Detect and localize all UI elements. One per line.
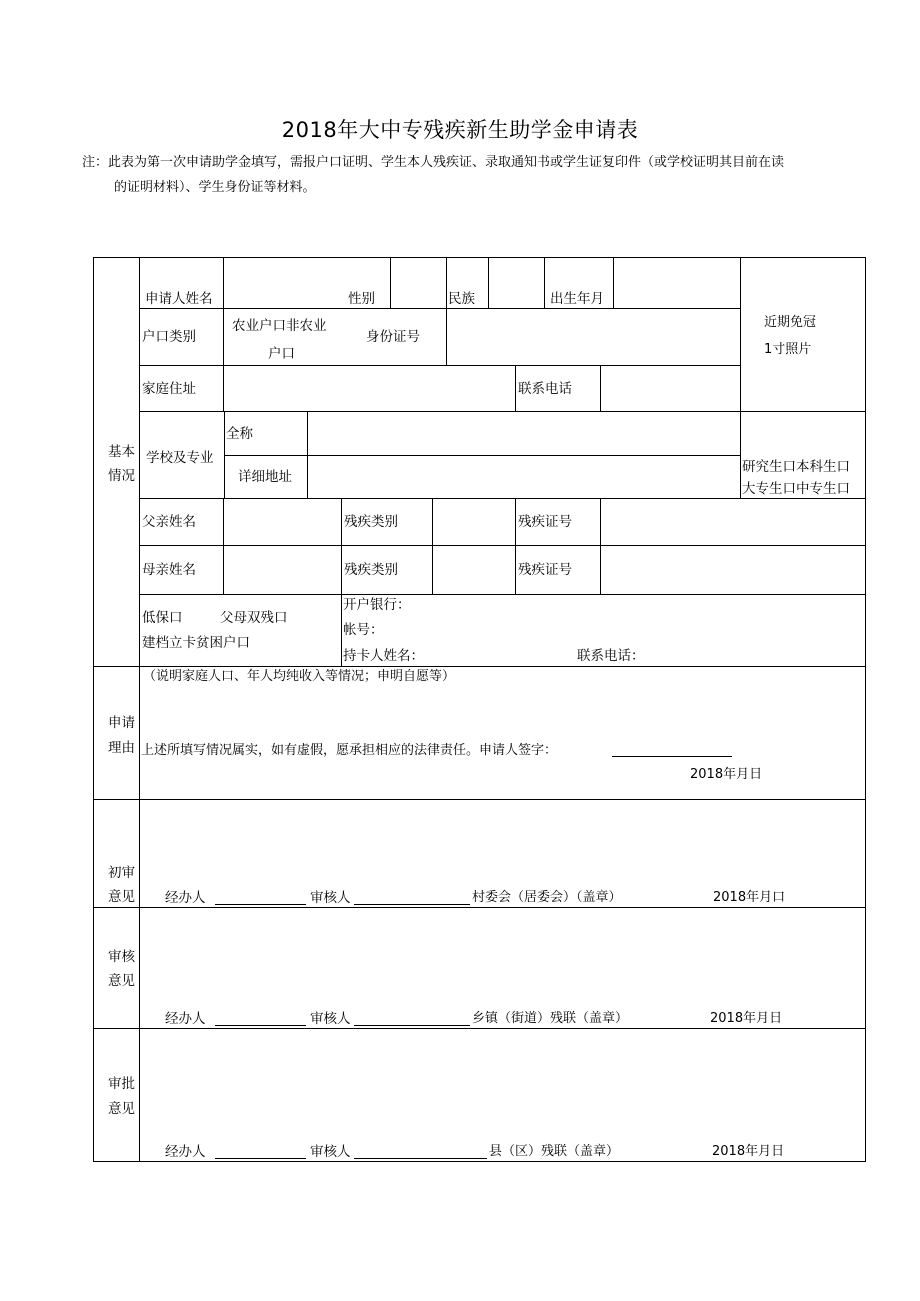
section-reason-label-1: 申请: [108, 715, 135, 731]
review1-date: 2018年月口: [713, 890, 786, 905]
note-line-2: 的证明材料）、学生身份证等材料。: [114, 180, 316, 195]
applicant-name-label: 申请人姓名: [145, 291, 213, 307]
hukou-type-label: 户口类别: [142, 329, 196, 345]
section-basic-label-1: 基本: [108, 444, 135, 460]
phone-label: 联系电话: [518, 381, 572, 397]
account-label: 帐号：: [343, 622, 384, 638]
hukou-option-2: 户口: [268, 346, 295, 362]
mother-name-label: 母亲姓名: [142, 562, 196, 578]
review1-reviewer-label: 审核人: [310, 890, 351, 906]
status-option-dibao: 低保口: [142, 610, 183, 626]
holder-phone-label: 联系电话：: [577, 648, 645, 664]
birth-label: 出生年月: [550, 291, 604, 307]
section-review1-label-1: 初审: [108, 865, 135, 881]
photo-label-2: 1寸照片: [764, 342, 812, 357]
hukou-option-1: 农业户口非农业: [232, 318, 327, 334]
review1-org-stamp: 村委会（居委会）（盖章）: [472, 890, 622, 905]
bank-label: 开户银行：: [343, 597, 411, 613]
review2-org-stamp: 乡镇（街道）残联（盖章）: [472, 1011, 629, 1026]
id-number-label: 身份证号: [366, 329, 420, 345]
holder-name-label: 持卡人姓名：: [343, 648, 424, 664]
review3-org-stamp: 县（区）残联（盖章）: [489, 1144, 620, 1159]
gender-label: 性别: [348, 291, 375, 307]
degree-option-2: 大专生口中专生口: [742, 481, 850, 497]
ethnicity-label: 民族: [448, 291, 475, 307]
father-disability-type-label: 残疾类别: [344, 514, 398, 530]
reason-declaration: 上述所填写情况属实，如有虚假，愿承担相应的法律责任。申请人签字：: [141, 743, 558, 758]
mother-disability-type-label: 残疾类别: [344, 562, 398, 578]
review1-handler-label: 经办人: [165, 890, 206, 906]
status-option-parents-disabled: 父母双残口: [220, 610, 288, 626]
photo-label-1: 近期免冠: [764, 315, 817, 330]
review3-reviewer-label: 审核人: [310, 1144, 351, 1160]
review3-handler-label: 经办人: [165, 1144, 206, 1160]
school-major-label: 学校及专业: [146, 450, 214, 466]
status-option-poverty: 建档立卡贫困户口: [142, 635, 250, 651]
mother-disability-cert-label: 残疾证号: [518, 562, 572, 578]
section-review2-label-2: 意见: [108, 973, 135, 989]
review3-date: 2018年月日: [712, 1144, 785, 1159]
page-title: 2018年大中专残疾新生助学金申请表: [281, 118, 639, 142]
reason-hint: （说明家庭人口、年人均纯收入等情况；申明自愿等）: [143, 669, 456, 684]
section-basic-label-2: 情况: [108, 468, 135, 484]
degree-option-1: 研究生口本科生口: [742, 459, 850, 475]
review2-handler-label: 经办人: [165, 1011, 206, 1027]
note-line-1: 注：此表为第一次申请助学金填写，需报户口证明、学生本人残疾证、录取通知书或学生证复印件（或学校证明其目前在读: [82, 155, 785, 170]
section-review1-label-2: 意见: [108, 889, 135, 905]
father-name-label: 父亲姓名: [142, 514, 196, 530]
review2-reviewer-label: 审核人: [310, 1011, 351, 1027]
father-disability-cert-label: 残疾证号: [518, 514, 572, 530]
section-review3-label-2: 意见: [108, 1101, 135, 1117]
section-review2-label-1: 审核: [108, 949, 135, 965]
full-name-label: 全称: [226, 426, 253, 442]
home-address-label: 家庭住址: [142, 381, 196, 397]
reason-date: 2018年月日: [690, 767, 763, 782]
detail-address-label: 详细地址: [238, 469, 292, 485]
review2-date: 2018年月日: [710, 1011, 783, 1026]
section-review3-label-1: 审批: [108, 1076, 135, 1092]
section-reason-label-2: 理由: [108, 740, 135, 756]
